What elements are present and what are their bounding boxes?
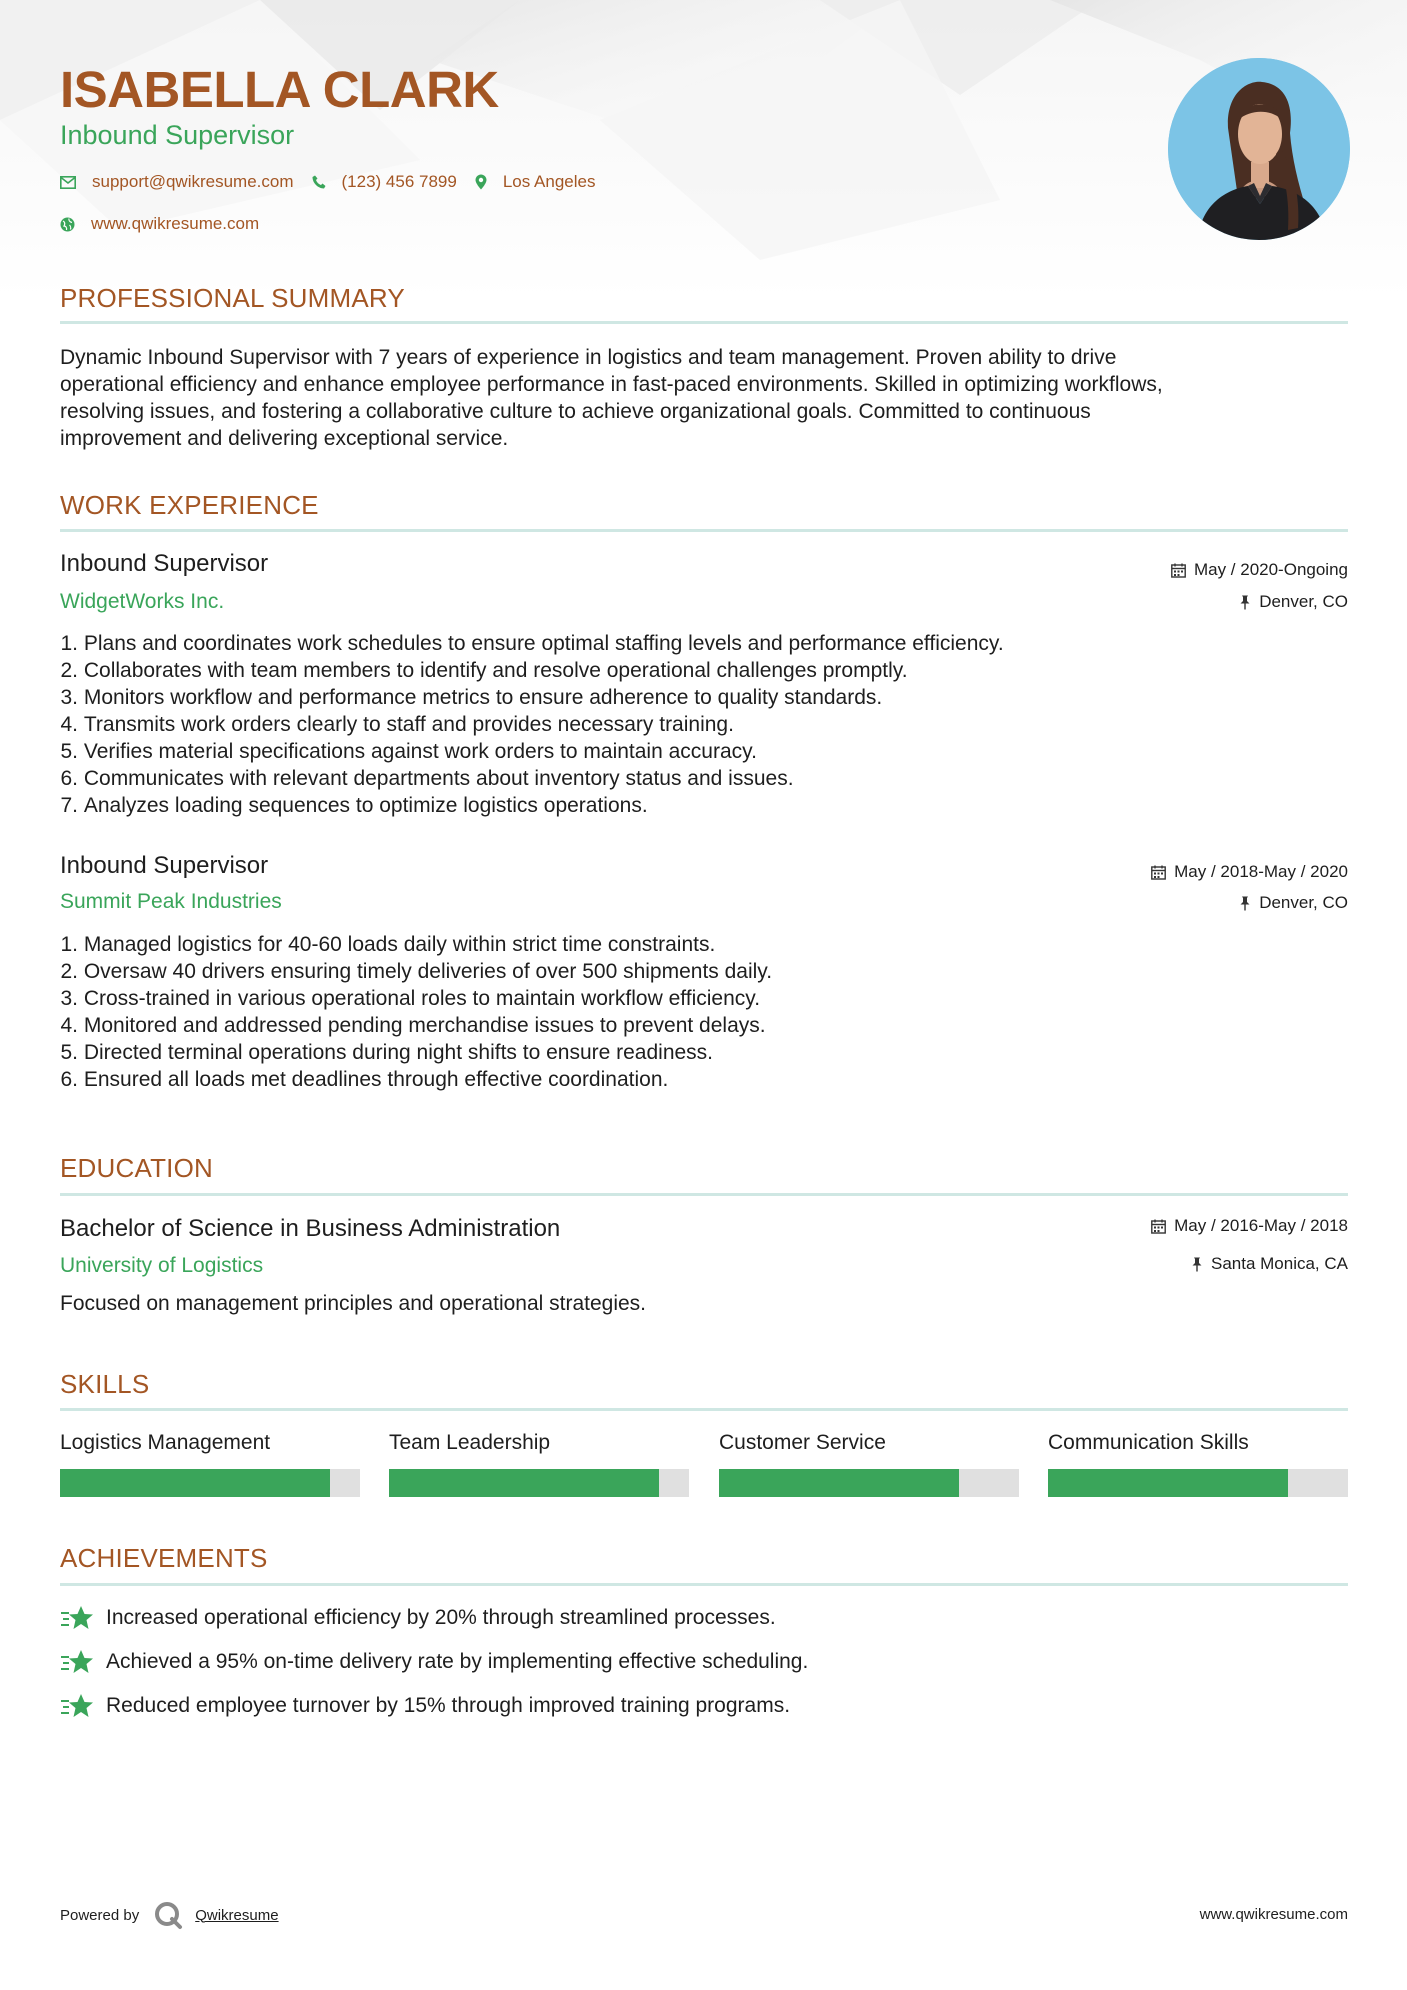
education-heading: EDUCATION	[60, 1153, 213, 1183]
job-company: Summit Peak Industries	[60, 890, 282, 913]
profile-photo	[1168, 58, 1350, 240]
list-item: 1. Managed logistics for 40-60 loads daily within strict time constraints.	[60, 933, 716, 956]
skill-item	[719, 1431, 1019, 1497]
skill-bar	[389, 1469, 689, 1497]
duty-text: Analyzes loading sequences to optimize logistics operations.	[83, 794, 648, 817]
list-item: 4. Transmits work orders clearly to staff and provides necessary training.	[60, 713, 734, 736]
list-item: 5. Verifies material specifications against work orders to maintain accuracy.	[60, 740, 757, 763]
calendar-icon	[1151, 865, 1166, 880]
skill-name: Logistics Management	[60, 1431, 271, 1454]
skill-bar-fill	[389, 1469, 659, 1497]
globe-icon	[60, 217, 75, 232]
experience-heading: WORK EXPERIENCE	[60, 490, 319, 520]
education-divider	[60, 1193, 1348, 1196]
skills-heading: SKILLS	[60, 1369, 150, 1399]
achievement-item	[60, 1649, 808, 1675]
star-icon	[60, 1649, 94, 1675]
achievement-item	[60, 1693, 790, 1719]
education-dates	[1151, 1216, 1348, 1236]
school-name: University of Logistics	[60, 1254, 264, 1277]
duty-text: Monitors workflow and performance metrics to ensure adherence to quality standards.	[83, 686, 883, 709]
duty-text: Verifies material specifications against work orders to maintain accuracy.	[83, 740, 757, 763]
skill-bar-fill	[60, 1469, 330, 1497]
phone-text: (123) 456 7899	[341, 172, 457, 191]
brand-link[interactable]: Qwikresume	[195, 1906, 279, 1924]
job-duties-list	[60, 931, 1348, 1093]
summary-text	[60, 344, 1348, 452]
skill-name: Customer Service	[719, 1431, 886, 1454]
duty-text: Transmits work orders clearly to staff and provides necessary training.	[83, 713, 734, 736]
skill-item	[60, 1431, 360, 1497]
summary-divider	[60, 321, 1348, 324]
skill-name: Team Leadership	[389, 1431, 551, 1454]
map-pin-icon	[475, 174, 487, 190]
job-location	[1239, 893, 1348, 913]
list-item: 3. Cross-trained in various operational roles to maintain workflow efficiency.	[60, 987, 761, 1010]
job-dates-text: May / 2018-May / 2020	[1174, 862, 1348, 881]
job-dates	[1151, 862, 1348, 882]
duty-text: Oversaw 40 drivers ensuring timely deliveries of over 500 shipments daily.	[83, 960, 773, 983]
calendar-icon	[1151, 1219, 1166, 1234]
list-item: 3. Monitors workflow and performance metrics to ensure adherence to quality standards.	[60, 686, 883, 709]
duty-text: Ensured all loads met deadlines through effective coordination.	[83, 1068, 669, 1091]
achievement-item	[60, 1605, 776, 1631]
contact-row-website	[60, 214, 277, 234]
experience-divider	[60, 529, 1348, 532]
skill-item	[389, 1431, 689, 1497]
job-title: Inbound Supervisor	[60, 852, 269, 879]
skill-bar	[1048, 1469, 1348, 1497]
pushpin-icon	[1191, 1257, 1203, 1272]
list-item: 5. Directed terminal operations during night shifts to ensure readiness.	[60, 1041, 714, 1064]
achievements-divider	[60, 1583, 1348, 1586]
summary-line: improvement and delivering exceptional service.	[60, 427, 509, 450]
powered-by-text: Powered by	[60, 1906, 140, 1924]
duty-text: Cross-trained in various operational roles to maintain workflow efficiency.	[83, 987, 761, 1010]
degree-title: Bachelor of Science in Business Administration	[60, 1215, 561, 1242]
job-dates-text: May / 2020-Ongoing	[1193, 560, 1348, 579]
email-text: support@qwikresume.com	[92, 172, 294, 191]
list-item: 6. Communicates with relevant departments about inventory status and issues.	[60, 767, 794, 790]
envelope-icon	[60, 176, 76, 189]
job-dates	[1171, 560, 1348, 580]
list-item: 7. Analyzes loading sequences to optimize logistics operations.	[60, 794, 648, 817]
job-title: Inbound Supervisor	[60, 550, 269, 577]
skill-bar-fill	[719, 1469, 959, 1497]
pushpin-icon	[1239, 595, 1251, 610]
contact-phone[interactable]	[312, 172, 457, 192]
job-location	[1239, 592, 1348, 612]
candidate-role: Inbound Supervisor	[60, 120, 295, 150]
location-text: Los Angeles	[502, 172, 596, 191]
education-location	[1191, 1254, 1348, 1274]
qwikresume-logo-icon	[153, 1900, 183, 1930]
education-description: Focused on management principles and operational strategies.	[60, 1292, 647, 1315]
education-dates-text: May / 2016-May / 2018	[1174, 1216, 1348, 1235]
duty-text: Managed logistics for 40-60 loads daily within strict time constraints.	[83, 933, 716, 956]
duty-text: Directed terminal operations during night shifts to ensure readiness.	[83, 1041, 714, 1064]
skill-bar	[719, 1469, 1019, 1497]
footer-powered-by	[60, 1900, 279, 1930]
job-company: WidgetWorks Inc.	[60, 590, 225, 613]
phone-icon	[312, 175, 326, 189]
achievement-text: Increased operational efficiency by 20% through streamlined processes.	[106, 1606, 776, 1629]
contact-website[interactable]	[60, 214, 259, 234]
list-item: 1. Plans and coordinates work schedules to ensure optimal staffing levels and performance efficiency.	[60, 632, 1004, 655]
skill-item	[1048, 1431, 1348, 1497]
skill-name: Communication Skills	[1048, 1431, 1249, 1454]
pushpin-icon	[1239, 896, 1251, 911]
candidate-name: ISABELLA CLARK	[60, 61, 499, 118]
job-duties-list	[60, 630, 1348, 819]
duty-text: Communicates with relevant departments about inventory status and issues.	[83, 767, 794, 790]
achievements-heading: ACHIEVEMENTS	[60, 1543, 268, 1573]
calendar-icon	[1171, 563, 1186, 578]
website-text: www.qwikresume.com	[91, 214, 260, 233]
skill-bar	[60, 1469, 360, 1497]
list-item: 6. Ensured all loads met deadlines through effective coordination.	[60, 1068, 669, 1091]
list-item: 2. Collaborates with team members to identify and resolve operational challenges promptly.	[60, 659, 908, 682]
duty-text: Collaborates with team members to identify and resolve operational challenges promptly.	[83, 659, 908, 682]
star-icon	[60, 1693, 94, 1719]
education-location-text: Santa Monica, CA	[1210, 1254, 1348, 1273]
duty-text: Monitored and addressed pending merchandise issues to prevent delays.	[83, 1014, 766, 1037]
skill-bar-fill	[1048, 1469, 1288, 1497]
star-icon	[60, 1605, 94, 1631]
achievement-text: Achieved a 95% on-time delivery rate by implementing effective scheduling.	[106, 1650, 809, 1673]
job-location-text: Denver, CO	[1259, 592, 1348, 611]
list-item: 4. Monitored and addressed pending merchandise issues to prevent delays.	[60, 1014, 766, 1037]
achievement-text: Reduced employee turnover by 15% through improved training programs.	[106, 1694, 791, 1717]
contact-location	[475, 172, 596, 192]
skills-divider	[60, 1408, 1348, 1411]
job-location-text: Denver, CO	[1259, 893, 1348, 912]
contact-email[interactable]	[60, 172, 294, 192]
contact-row	[60, 172, 613, 192]
summary-line: operational efficiency and enhance employee performance in fast-paced environments. Skilled in optimizing workflows,	[60, 373, 1163, 396]
avatar-illustration	[1168, 58, 1350, 240]
summary-heading: PROFESSIONAL SUMMARY	[60, 283, 405, 313]
summary-line: Dynamic Inbound Supervisor with 7 years of experience in logistics and team management. Proven ability to drive	[60, 346, 1117, 369]
footer-website[interactable]: www.qwikresume.com	[1199, 1906, 1348, 1923]
summary-line: resolving issues, and fostering a collaborative culture to achieve organizational goals. Committed to continuous	[60, 400, 1091, 423]
duty-text: Plans and coordinates work schedules to ensure optimal staffing levels and performance efficiency.	[83, 632, 1004, 655]
list-item: 2. Oversaw 40 drivers ensuring timely deliveries of over 500 shipments daily.	[60, 960, 773, 983]
